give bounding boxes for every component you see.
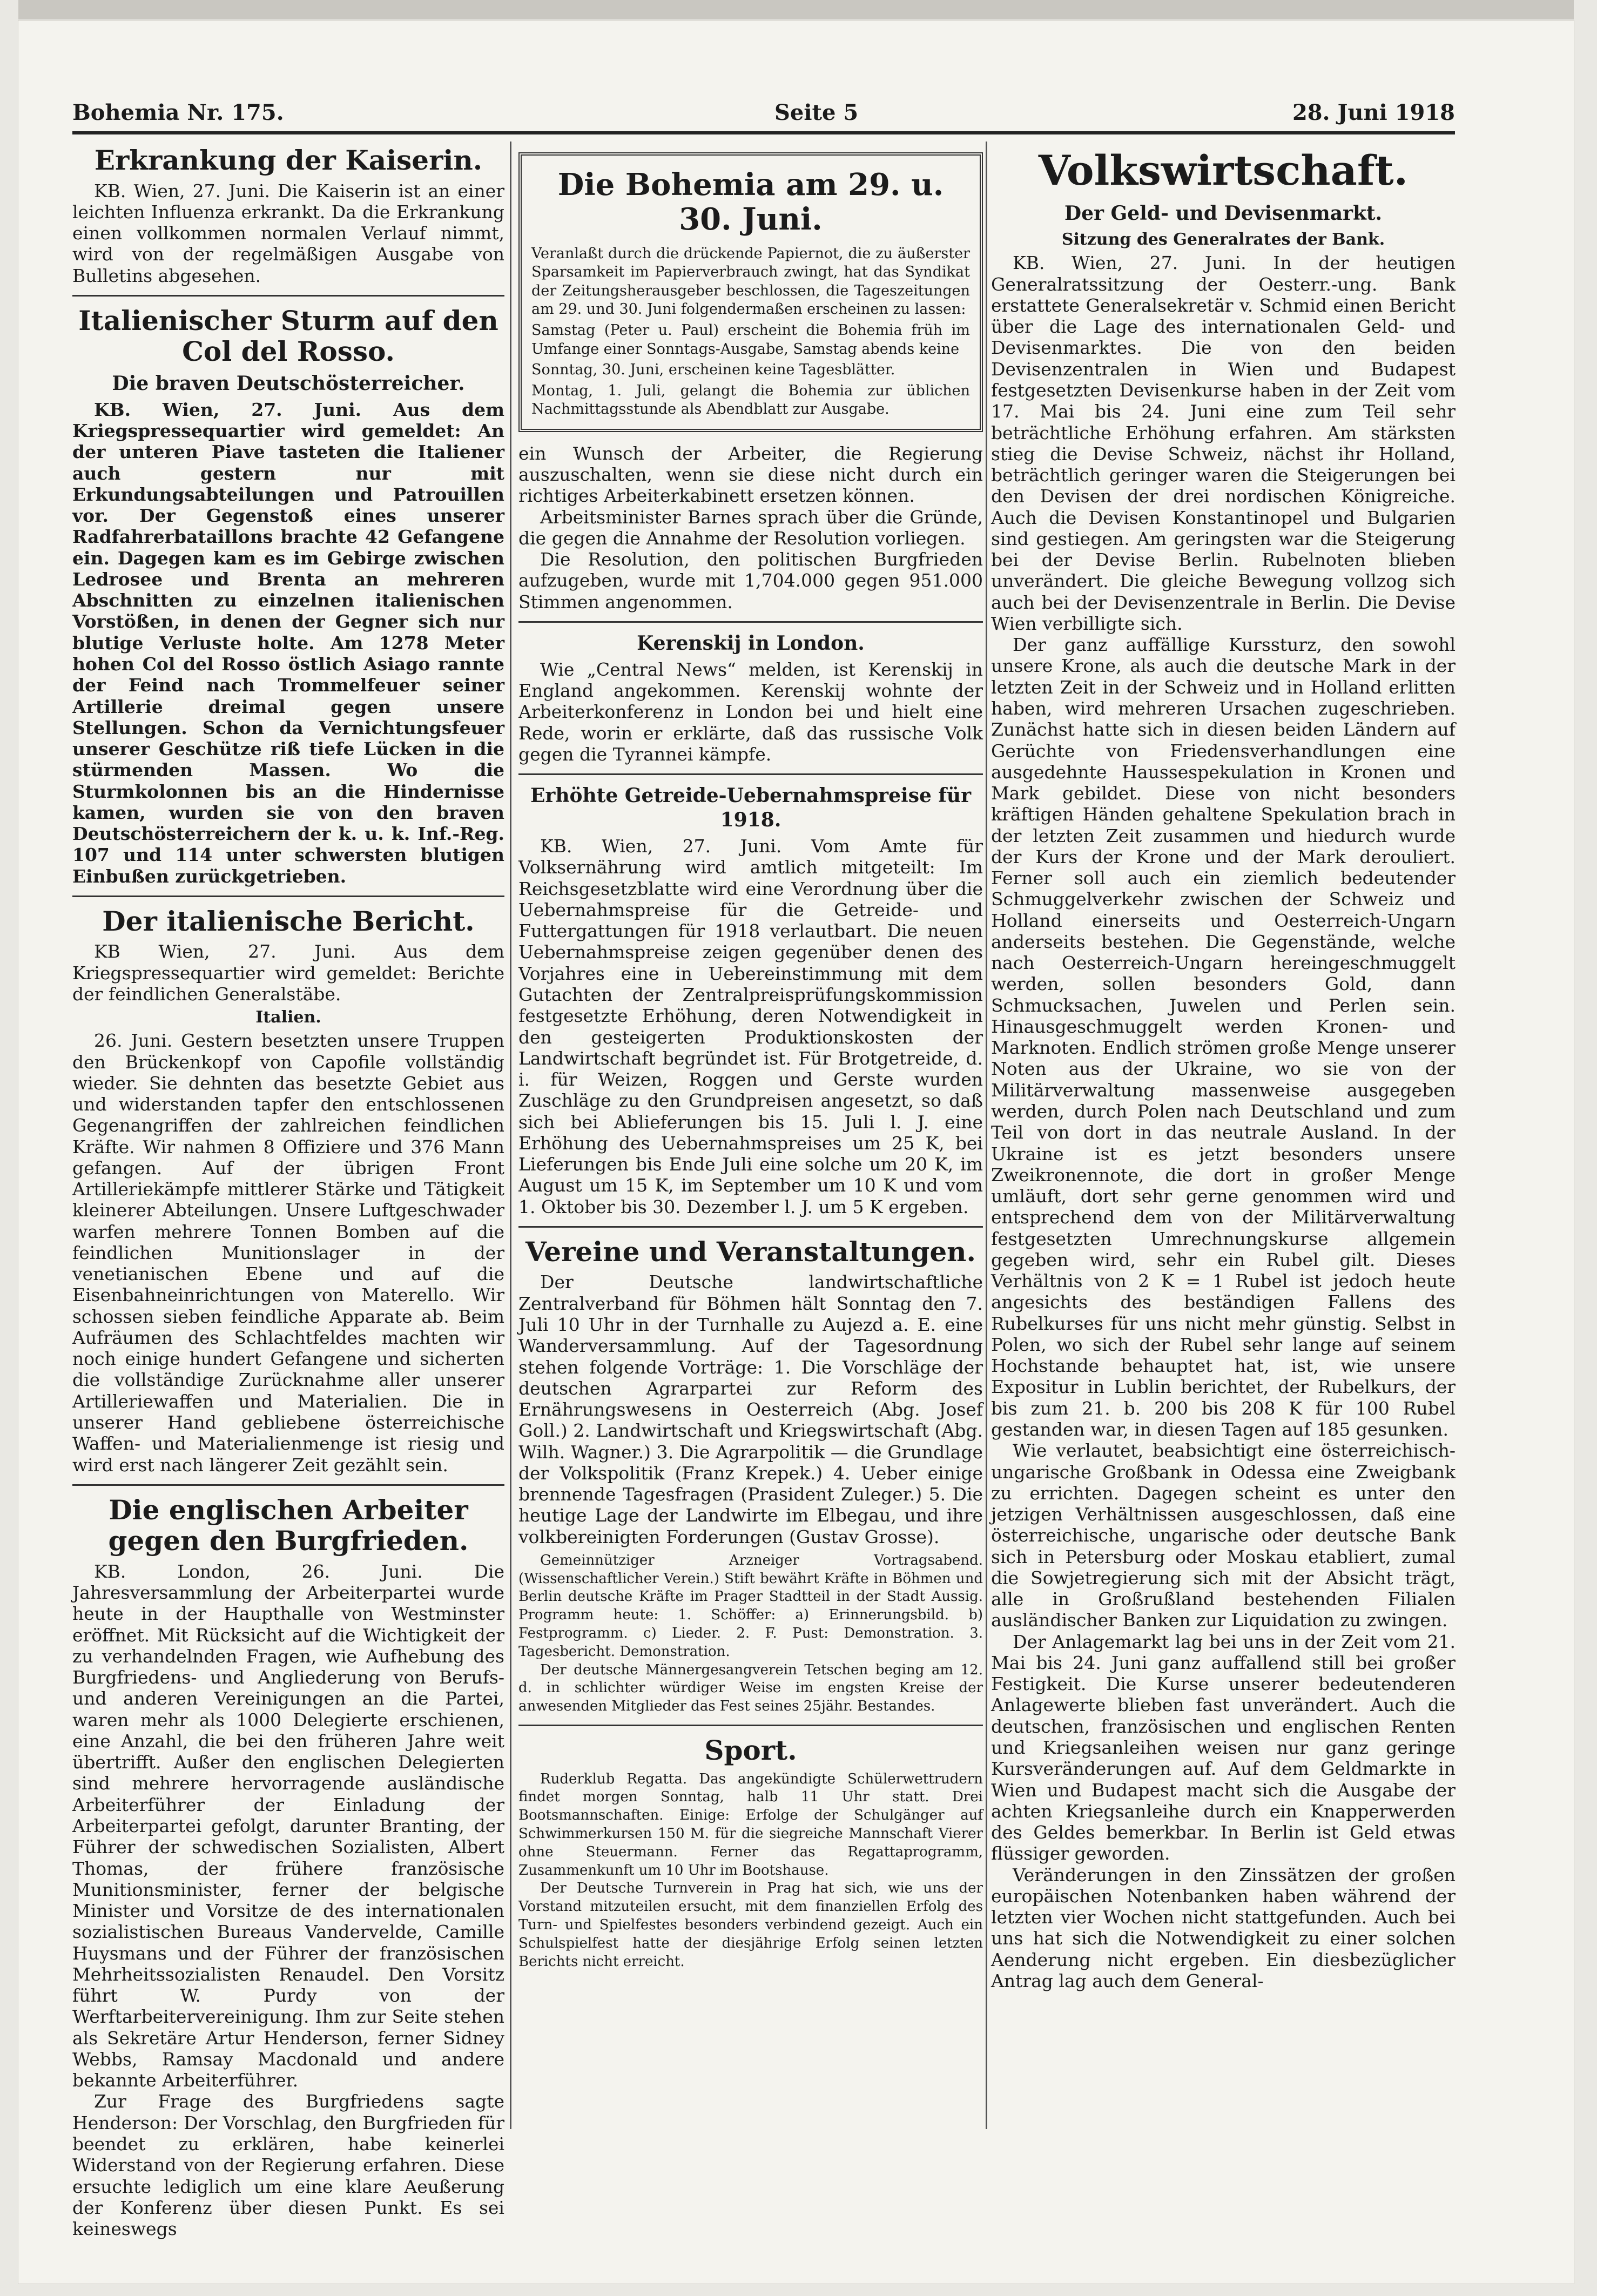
article-text: Der Anlagemarkt lag bei uns in der Zeit vom 21. Mai bis 24. Juni ganz auffallend still bei großer Festigkeit. Die Kurse unserer bedeutenderen Anlagewerte blieben fast unverändert. Auch die deutschen, französischen und englischen Renten und Kriegsanleihen weisen nur ganz geringe Kursveränderungen auf. Auf dem Geldmarkte in Wien und Budapest macht sich die Ausgabe der achten Kriegsanleihe durch ein Knapperwerden des Geldes bemerkbar. In Berlin ist Geld etwas flüssiger geworden. xyxy=(991,1631,1456,1864)
article-subtitle: Sitzung des Generalrates der Bank. xyxy=(1061,230,1385,250)
issue-date: 28. Juni 1918 xyxy=(1292,100,1455,125)
issue-number: Bohemia Nr. 175. xyxy=(72,100,284,125)
article-text: KB. Wien, 27. Juni. In der heutigen Generalratssitzung der Oesterr.-ung. Bank erstattete Generalsekretär v. Schmid einen Bericht über die Lage des internationalen Geld- und Devisenmarktes. Die von den beiden Devisenzentralen in Wien und Budapest festgesetzten Devisenkurse haben in der Zeit vom 17. Mai bis 24. Juni eine zum Teil sehr beträchtliche Erhöhung erfahren. Am stärksten stieg die Devise Schweiz, nächst ihr Holland, beträchtlich geringer waren die Steigerungen bei den Devisen der drei nordischen Königreiche. Auch die Devisen Konstantinopel und Bulgarien sind gestiegen. Am geringsten war die Steigerung bei der Devise Berlin. Rubelnoten blieben unverändert. Die gleiche Bewegung vollzog sich auch bei der Devisenzentrale in Berlin. Die Devise Wien verbilligte sich. xyxy=(991,252,1456,634)
notice-small: Gemeinnütziger Arzneiger Vortragsabend. (Wissenschaftlicher Verein.) Stift bewährt Kräfte in Böhmen und Berlin deutsche Kräfte im Prager Stadtteil in der Stadt Aussig. Programm heute: 1. Schöffer: a) Erinnerungsbild. b) Festprogramm. c) Lieder. 2. F. Pust: Demonstration. 3. Tagesbericht. Demonstration. xyxy=(518,1552,983,1660)
article-text: KB. Wien, 27. Juni. Aus dem Kriegspressequartier wird gemeldet: An der unteren Piave tasteten die Italiener auch gestern nur mit Erkundungsabteilungen und Patrouillen vor. Der Gegenstoß eines unserer Radfahrerbataillons brachte 42 Gefangene ein. Dagegen kam es im Gebirge zwischen Ledrosee und Brenta an mehreren Abschnitten zu einzelnen italienischen Vorstößen, in denen der Gegner sich nur blutige Verluste holte. Am 1278 Meter hohen Col del Rosso östlich Asiago rannte der Feind nach Trommelfeuer seiner Artillerie dreimal gegen unsere Stellungen. Schon da Vernichtungsfeuer unserer Geschütze riß tiefe Lücken in die stürmenden Massen. Wo die Sturmkolonnen bis an die Hindernisse kamen, wurden sie von den braven Deutschösterreichern der k. u. k. Inf.-Reg. 107 und 114 unter schwersten blutigen Einbußen zurückgetrieben. xyxy=(72,399,504,887)
page-header xyxy=(72,100,1455,131)
notice-box xyxy=(518,152,983,432)
article-text: ein Wunsch der Arbeiter, die Regierung auszuschalten, wenn sie diese nicht durch ein richtiges Arbeiterkabinett ersetzen können. xyxy=(518,442,983,507)
article-subtitle: Die braven Deutschösterreicher. xyxy=(112,372,465,395)
article-text: Der Deutsche landwirtschaftliche Zentralverband für Böhmen hält Sonntag den 7. Juli 10 Uhr in der Turnhalle zu Aujezd a. E. eine Wanderversammlung. Auf der Tagesordnung stehen folgende Vorträge: 1. Die Vorschläge der deutschen Agrarpartei zur Reform des Ernährungswesens in Oesterreich (Abg. Josef Goll.) 2. Landwirtschaft und Kriegswirtschaft (Abg. Wilh. Wagner.) 3. Die Agrarpolitik — die Grundlage der Volkspolitik (Franz Krepek.) 4. Ueber einige brennende Tagesfragen (Prasident Zuleger.) 5. Die heutige Lage der Landwirte im Elbegau, und ihre volkbereinigten Forderungen (Gustav Grosse). xyxy=(518,1271,983,1547)
article-text: Arbeitsminister Barnes sprach über die Gründe, die gegen die Annahme der Resolution vorliegen. xyxy=(518,506,983,549)
article-title: Der Geld- und Devisenmarkt. xyxy=(1064,202,1383,225)
article-text: KB. Wien, 27. Juni. Die Kaiserin ist an einer leichten Influenza erkrankt. Da die Erkrankung einen vollkommen normalen Verlauf nimmt, wird von der regelmäßigen Ausgabe von Bulletins abgesehen. xyxy=(72,180,504,286)
article-title: Der italienische Bericht. xyxy=(102,905,475,937)
article-title: Erhöhte Getreide-Uebernahmspreise für 1918. xyxy=(530,784,972,832)
article-divider xyxy=(518,621,983,623)
column-3 xyxy=(991,142,1456,1991)
article-divider xyxy=(72,295,504,297)
notice-text: Veranlaßt durch die drückende Papiernot, die zu äußerster Sparsamkeit im Papierverbrauch zwingt, hat das Syndikat der Zeitungsherausgeber beschlossen, die Tageszeitungen am 29. und 30. Juni folgendermaßen erscheinen zu lassen: xyxy=(531,245,970,318)
article-divider xyxy=(72,895,504,897)
scan-top-edge xyxy=(18,0,1574,19)
article-title: Kerenskij in London. xyxy=(637,631,865,655)
article-title: Die englischen Arbeiter gegen den Burgfrieden. xyxy=(108,1493,469,1557)
notice-text: Sonntag, 30. Juni, erscheinen keine Tagesblätter. xyxy=(531,361,895,379)
article-divider xyxy=(518,773,983,775)
notice-small: Der Deutsche Turnverein in Prag hat sich, wie uns der Vorstand mitzuteilen ersucht, mit dem finanziellen Erfolg des Turn- und Spielfestes besonders verbindend gezeigt. Auch ein Schulspielfest hatte der diesjährige Erfolg seinen letzten Berichts nicht erreicht. xyxy=(518,1880,983,1970)
section-title: Vereine und Veranstaltungen. xyxy=(525,1235,976,1268)
section-title: Volkswirtschaft. xyxy=(1038,146,1409,194)
article-subheading: Italien. xyxy=(255,1008,321,1027)
article-text: Zur Frage des Burgfriedens sagte Henderson: Der Vorschlag, den Burgfrieden für beendet zu erklären, habe keinerlei Widerstand von der Regierung erfahren. Diese ersuchte lediglich um eine klare Aeußerung der Konferenz über diesen Punkt. Es sei keineswegs xyxy=(72,2091,504,2240)
notice-text: Montag, 1. Juli, gelangt die Bohemia zur üblichen Nachmittagsstunde als Abendblatt zur Ausgabe. xyxy=(531,382,970,418)
article-title: Italienischer Sturm auf den Col del Rosso. xyxy=(78,304,498,368)
header-rule xyxy=(72,131,1455,134)
article-text: KB Wien, 27. Juni. Aus dem Kriegspressequartier wird gemeldet: Berichte der feindlichen Generalstäbe. xyxy=(72,941,504,1005)
article-text: KB. London, 26. Juni. Die Jahresversammlung der Arbeiterpartei wurde heute in der Haupthalle von Westminster eröffnet. Mit Rücksicht auf die Wichtigkeit der zu verhandelnden Fragen, wie Aufhebung des Burgfriedens- und Angliederung von Berufs- und anderen Vereinigungen an die Partei, waren mehr als 1000 Delegierte erschienen, eine Anzahl, die bei den früheren Jahre weit übertrifft. Außer den englischen Delegierten sind mehrere hervorragende ausländische Arbeiterführer der Einladung der Arbeiterpartei gefolgt, darunter Branting, der Führer der schwedischen Sozialisten, Albert Thomas, der frühere französische Munitionsminister, ferner der belgische Minister und Vorsitze de des internationalen sozialistischen Bureaus Vandervelde, Camille Huysmans und der Führer der französischen Mehrheitssozialisten Renaudel. Den Vorsitz führt W. Purdy von der Werftarbeitervereinigung. Ihm zur Seite stehen als Sekretäre Artur Henderson, ferner Sidney Webbs, Ramsay Macdonald und andere bekannte Arbeiterführer. xyxy=(72,1560,504,2091)
column-1 xyxy=(72,142,504,2239)
column-rule-1 xyxy=(510,142,511,2129)
article-text: Veränderungen in den Zinssätzen der großen europäischen Notenbanken haben während der letzten vier Wochen nicht stattgefunden. Auch bei uns hat sich die Notwendigkeit zu einer solchen Aenderung nicht ergeben. Ein diesbezüglicher Antrag lag auch dem General- xyxy=(991,1864,1456,1991)
article-title: Erkrankung der Kaiserin. xyxy=(94,144,483,176)
article-text: Wie verlautet, beabsichtigt eine österreichisch-ungarische Großbank in Odessa eine Zweigbank zu errichten. Dagegen scheint es unter den jetzigen Verhältnissen ausgeschlossen, daß eine österreichische, ungarische oder deutsche Bank sich in Petersburg oder Moskau etabliert, zumal die Sowjetregierung sich mit der Absicht trägt, alle in Großrußland bestehenden Filialen ausländischer Banken zur Liquidation zu zwingen. xyxy=(991,1440,1456,1631)
article-text: Der ganz auffällige Kurssturz, den sowohl unsere Krone, als auch die deutsche Mark in der letzten Zeit in der Schweiz und in Holland erlitten haben, wird mehreren Ursachen zugeschrieben. Zunächst hatte sich in diesen beiden Ländern auf Gerüchte von Friedensverhandlungen eine ausgedehnte Haussespekulation in Kronen und Mark gebildet. Diese von nicht besonders kräftigen Händen gehaltene Spekulation brach in der letzten Zeit zusammen und hiedurch wurde der Kurs der Krone und der Mark derouliert. Ferner soll auch ein ziemlich bedeutender Schmuggelverkehr zwischen der Schweiz und Holland einerseits und Oesterreich-Ungarn anderseits bestehen. Die Gegenstände, welche nach Oesterreich-Ungarn hereingeschmuggelt werden, sollen besonders Gold, dann Schmucksachen, Juwelen und Perlen sein. Hinausgeschmuggelt werden Kronen- und Marknoten. Endlich strömen große Menge unserer Noten aus der Ukraine, wo sie von der Militärverwaltung massenweise ausgegeben werden, durch Polen nach Deutschland und zum Teil von dort in das neutrale Ausland. In der Ukraine ist es jetzt besonders unsere Zweikronennote, die dort in großer Menge umläuft, dort sehr gerne genommen wird und entsprechend dem von der Militärverwaltung festgesetzten Umrechnungskurse allgemein gegeben wird, sehr ein Rubel gilt. Dieses Verhältnis von 2 K = 1 Rubel ist jedoch heute angesichts des beständigen Fallens des Rubelkurses für uns nicht mehr günstig. Selbst in Polen, wo sich der Rubel sehr lange auf seinem Hochstande behauptet hat, ist, wie unsere Expositur in Lublin berichtet, der Rubelkurs, der bis zum 21. b. 200 bis 208 K für 100 Rubel gestanden war, in diesen Tagen auf 185 gesunken. xyxy=(991,634,1456,1440)
article-text: Die Resolution, den politischen Burgfrieden aufzugeben, wurde mit 1,704.000 gegen 951.000 Stimmen angenommen. xyxy=(518,549,983,612)
column-2 xyxy=(518,142,983,1971)
section-title: Sport. xyxy=(704,1734,797,1767)
notice-text: Samstag (Peter u. Paul) erscheint die Bohemia früh im Umfange einer Sonntags-Ausgabe, Samstag abends keine xyxy=(531,321,970,358)
notice-small: Ruderklub Regatta. Das angekündigte Schülerwettrudern findet morgen Sonntag, halb 11 Uhr statt. Drei Bootsmannschaften. Einige: Erfolge der Schulgänger auf Schwimmerkursen 150 M. für die siegreiche Mannschaft Vierer ohne Steuermann. Ferner das Regattaprogramm, Zusammenkunft um 10 Uhr im Bootshause. xyxy=(518,1770,983,1878)
article-divider xyxy=(518,1725,983,1726)
article-divider xyxy=(518,1226,983,1228)
notice-small: Der deutsche Männergesangverein Tetschen beging am 12. d. in schlichter würdiger Weise im engsten Kreise der anwesenden Mitglieder das Fest seines 25jähr. Bestandes. xyxy=(518,1661,983,1715)
column-rule-2 xyxy=(986,142,987,2129)
article-divider xyxy=(72,1484,504,1486)
article-text: KB. Wien, 27. Juni. Vom Amte für Volksernährung wird amtlich mitgeteilt: Im Reichsgesetzblatte wird eine Verordnung über die Uebernahmspreise für die Getreide- und Futtergattungen für 1918 verlautbart. Die neuen Uebernahmspreise zeigen gegenüber denen des Vorjahres eine in Uebereinstimmung mit dem Gutachten der Zentralpreisprüfungskommission festgesetzte Erhöhung, deren Notwendigkeit in den gesteigerten Produktionskosten der Landwirtschaft begründet ist. Für Brotgetreide, d. i. für Weizen, Roggen und Gerste wurden Zuschläge zu den Grundpreisen angesetzt, so daß sich bei Ablieferungen bis 15. Juli l. J. eine Erhöhung des Uebernahmspreises um 25 K, bei Lieferungen bis Ende Juli eine solche um 20 K, im August um 15 K, im September um 10 K und vom 1. Oktober bis 30. Dezember l. J. um 5 K ergeben. xyxy=(518,836,983,1217)
page-number: Seite 5 xyxy=(774,100,859,125)
notice-title: Die Bohemia am 29. u. 30. Juni. xyxy=(557,167,944,238)
article-text: Wie „Central News“ melden, ist Kerenskij in England angekommen. Kerenskij wohnte der Arbeiterkonferenz in London bei und hielt eine Rede, worin er erklärte, daß das russische Volk gegen die Tyrannei kämpfe. xyxy=(518,658,983,765)
article-text: 26. Juni. Gestern besetzten unsere Truppen den Brückenkopf von Capofile vollständig wieder. Sie dehnten das besetzte Gebiet aus und widerstanden tapfer den entschlossenen Gegenangriffen der zahlreichen feindlichen Kräfte. Wir nahmen 8 Offiziere und 376 Mann gefangen. Auf der übrigen Front Artilleriekämpfe mittlerer Stärke und Tätigkeit kleinerer Abteilungen. Unsere Luftgeschwader warfen mehrere Tonnen Bomben auf die feindlichen Munitionslager in der venetianischen Ebene und auf die Eisenbahneinrichtungen von Materello. Wir schossen sieben feindliche Apparate ab. Beim Aufräumen des Schlachtfeldes machten wir noch einige hundert Gefangene und sicherten die vollständige Zurücknahme aller unserer Artilleriewaffen und Materialien. Die in unserer Hand gebliebene österreichische Waffen- und Materialienmenge ist riesig und wird erst nach längerer Zeit gezählt sein. xyxy=(72,1030,504,1476)
